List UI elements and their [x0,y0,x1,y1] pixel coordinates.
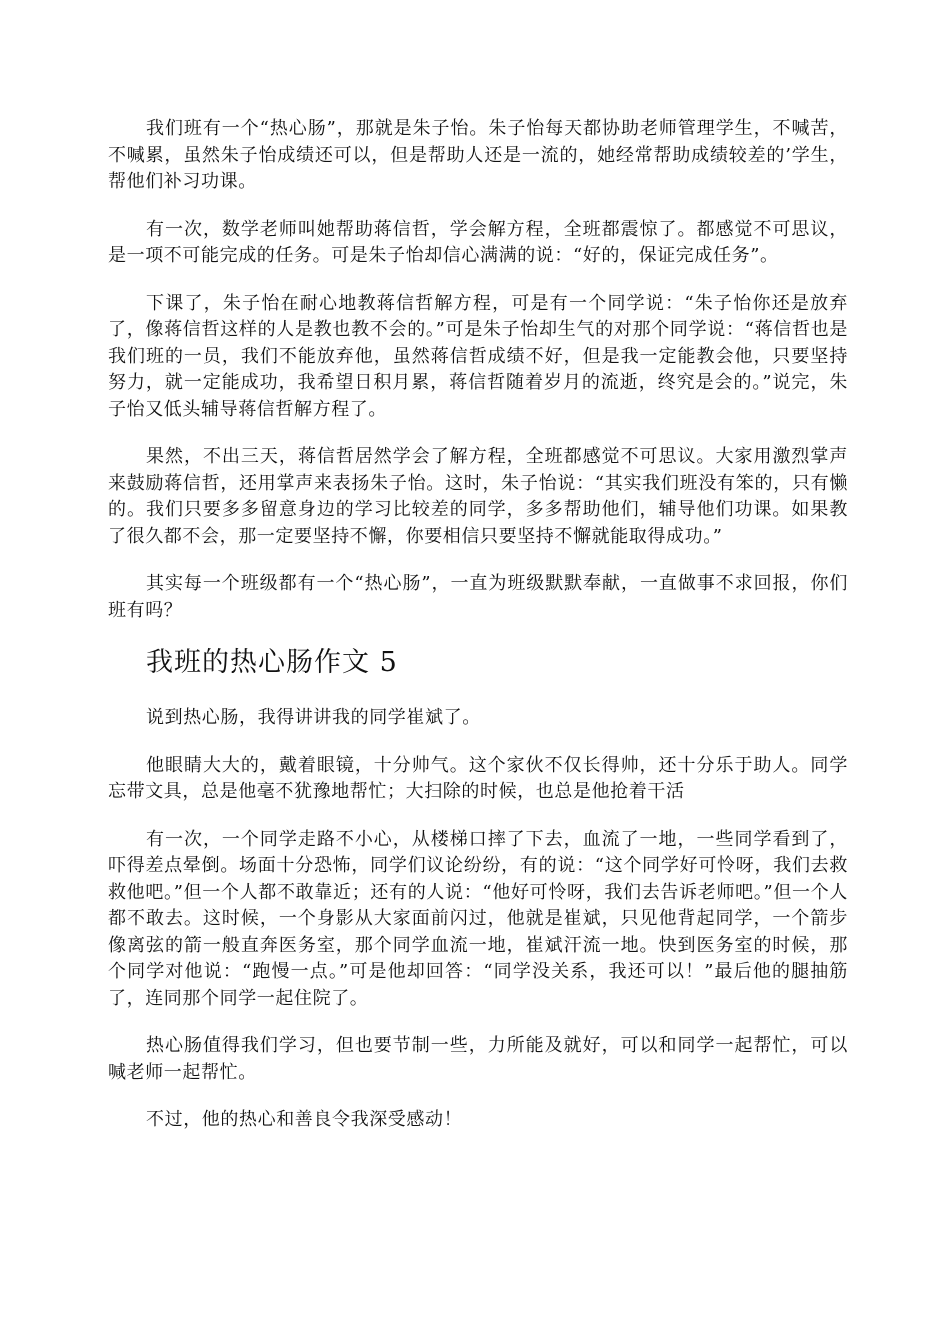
paragraph: 果然，不出三天，蒋信哲居然学会了解方程，全班都感觉不可思议。大家用激烈掌声来鼓励蒋信哲，还用掌声来表扬朱子怡。这时，朱子怡说：“其实我们班没有笨的，只有懒的。我们只要多多留意身边的学习比较差的同学，多多帮助他们，辅导他们功课。如果教了很久都不会，那一定要坚持不懈，你要相信只要坚持不懈就能取得成功。” [108,446,848,547]
paragraph: 他眼睛大大的，戴着眼镜，十分帅气。这个家伙不仅长得帅，还十分乐于助人。同学忘带文具，总是他毫不犹豫地帮忙；大扫除的时候，也总是他抢着干活 [108,754,848,802]
paragraph: 有一次，一个同学走路不小心，从楼梯口摔了下去，血流了一地，一些同学看到了，吓得差点晕倒。场面十分恐怖，同学们议论纷纷，有的说：“这个同学好可怜呀，我们去救救他吧。”但一个人都不敢靠近；还有的人说：“他好可怜呀，我们去告诉老师吧。”但一个人都不敢去。这时候，一个身影从大家面前闪过，他就是崔斌，只见他背起同学，一个箭步像离弦的箭一般直奔医务室，那个同学血流一地，崔斌汗流一地。快到医务室的时候，那个同学对他说：“跑慢一点。”可是他却回答：“同学没关系，我还可以！”最后他的腿抽筋了，连同那个同学一起住院了。 [108,828,848,1009]
document-page [108,116,848,1155]
paragraph: 说到热心肠，我得讲讲我的同学崔斌了。 [146,707,481,728]
paragraph: 有一次，数学老师叫她帮助蒋信哲，学会解方程，全班都震惊了。都感觉不可思议，是一项不可能完成的任务。可是朱子怡却信心满满的说：“好的，保证完成任务”。 [108,218,848,266]
paragraph: 其实每一个班级都有一个“热心肠”，一直为班级默默奉献，一直做事不求回报，你们班有吗？ [108,573,848,621]
paragraph: 我们班有一个“热心肠”，那就是朱子怡。朱子怡每天都协助老师管理学生，不喊苦，不喊累，虽然朱子怡成绩还可以，但是帮助人还是一流的，她经常帮助成绩较差的’学生，帮他们补习功课。 [108,118,848,192]
paragraph: 不过，他的热心和善良令我深受感动！ [146,1109,463,1130]
paragraph: 下课了，朱子怡在耐心地教蒋信哲解方程，可是有一个同学说：“朱子怡你还是放弃了，像蒋信哲这样的人是教也教不会的。”可是朱子怡却生气的对那个同学说：“蒋信哲也是我们班的一员，我们不能放弃他，虽然蒋信哲成绩不好，但是我一定能教会他，只要坚持努力，就一定能成功，我希望日积月累，蒋信哲随着岁月的流逝，终究是会的。”说完，朱子怡又低头辅导蒋信哲解方程了。 [108,292,848,420]
essay-title: 我班的热心肠作文 5 [146,647,398,678]
paragraph: 热心肠值得我们学习，但也要节制一些，力所能及就好，可以和同学一起帮忙，可以喊老师一起帮忙。 [108,1035,848,1083]
